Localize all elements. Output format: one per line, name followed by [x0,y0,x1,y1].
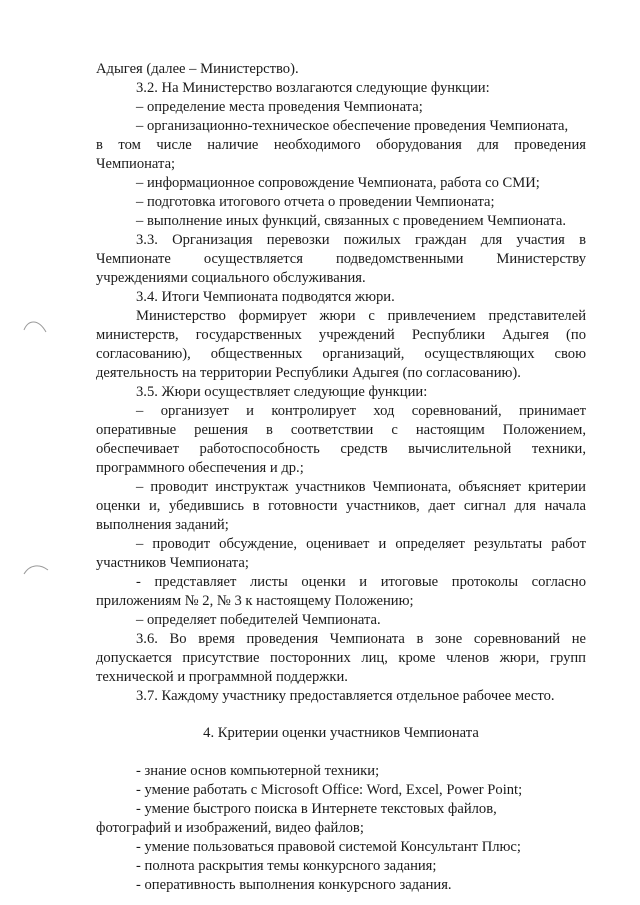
text-line: деятельность на территории Республики Адыгея (по согласованию). [96,365,521,381]
text-line: оперативные решения в соответствии с настоящим Положением, [96,422,586,438]
list-item: - умение работать с Microsoft Office: Word, Excel, Power Point; [136,782,523,798]
text-line: участников Чемпионата; [96,555,249,571]
list-item: - знание основ компьютерной техники; [136,763,380,779]
text-line: – информационное сопровождение Чемпионата, работа со СМИ; [136,175,540,191]
text-line: приложениям № 2, № 3 к настоящему Положению; [96,593,414,609]
text-line: – проводит обсуждение, оценивает и определяет результаты работ [136,536,586,552]
text-line: учреждениями социального обслуживания. [96,270,366,286]
list-item: - полнота раскрытия темы конкурсного задания; [136,858,437,874]
text-line: в том числе наличие необходимого оборудования для проведения [96,137,586,153]
list-item: - оперативность выполнения конкурсного задания. [136,877,452,893]
text-line: допускается присутствие посторонних лиц, кроме членов жюри, групп [96,650,586,666]
text-line: 3.3. Организация перевозки пожилых граждан для участия в [136,232,586,248]
text-line: 3.7. Каждому участнику предоставляется отдельное рабочее место. [136,688,555,704]
text-line: Министерство формирует жюри с привлечением представителей [136,308,586,324]
text-line: – организует и контролирует ход соревнований, принимает [136,403,586,419]
text-line: – организационно-техническое обеспечение проведения Чемпионата, [136,118,569,134]
text-line: согласованию), общественных организаций, осуществляющих свою [96,346,586,362]
list-item: фотографий и изображений, видео файлов; [96,820,364,836]
text-line: 3.5. Жюри осуществляет следующие функции: [136,384,428,400]
text-line: – определение места проведения Чемпионата; [136,99,423,115]
text-line: – выполнение иных функций, связанных с проведением Чемпионата. [136,213,566,229]
list-item: - умение пользоваться правовой системой Консультант Плюс; [136,839,521,855]
text-line: Чемпионате осуществляется подведомственными Министерству [96,251,586,267]
text-line: Чемпионата; [96,156,176,172]
text-line: 3.2. На Министерство возлагаются следующие функции: [136,80,490,96]
text-line: программного обеспечения и др.; [96,460,304,476]
section-heading: 4. Критерии оценки участников Чемпионата [203,725,479,741]
text-line: – проводит инструктаж участников Чемпионата, объясняет критерии [136,479,586,495]
text-line: Адыгея (далее – Министерство). [96,61,299,77]
text-line: оценки и, убедившись в готовности участников, дает сигнал для начала [96,498,586,514]
list-item: - умение быстрого поиска в Интернете текстовых файлов, [136,801,497,817]
text-line: министерств, государственных учреждений Республики Адыгея (по [96,327,586,343]
text-line: - представляет листы оценки и итоговые протоколы согласно [136,574,586,590]
text-line: 3.4. Итоги Чемпионата подводятся жюри. [136,289,395,305]
text-line: 3.6. Во время проведения Чемпионата в зоне соревнований не [136,631,586,647]
text-line: обеспечивает работоспособность средств вычислительной техники, [96,441,586,457]
text-line: – подготовка итогового отчета о проведении Чемпионата; [136,194,495,210]
text-line: выполнения заданий; [96,517,229,533]
text-line: – определяет победителей Чемпионата. [136,612,381,628]
text-line: технической и программной поддержки. [96,669,348,685]
margin-scan-mark [22,562,50,582]
margin-scan-mark [22,316,50,338]
